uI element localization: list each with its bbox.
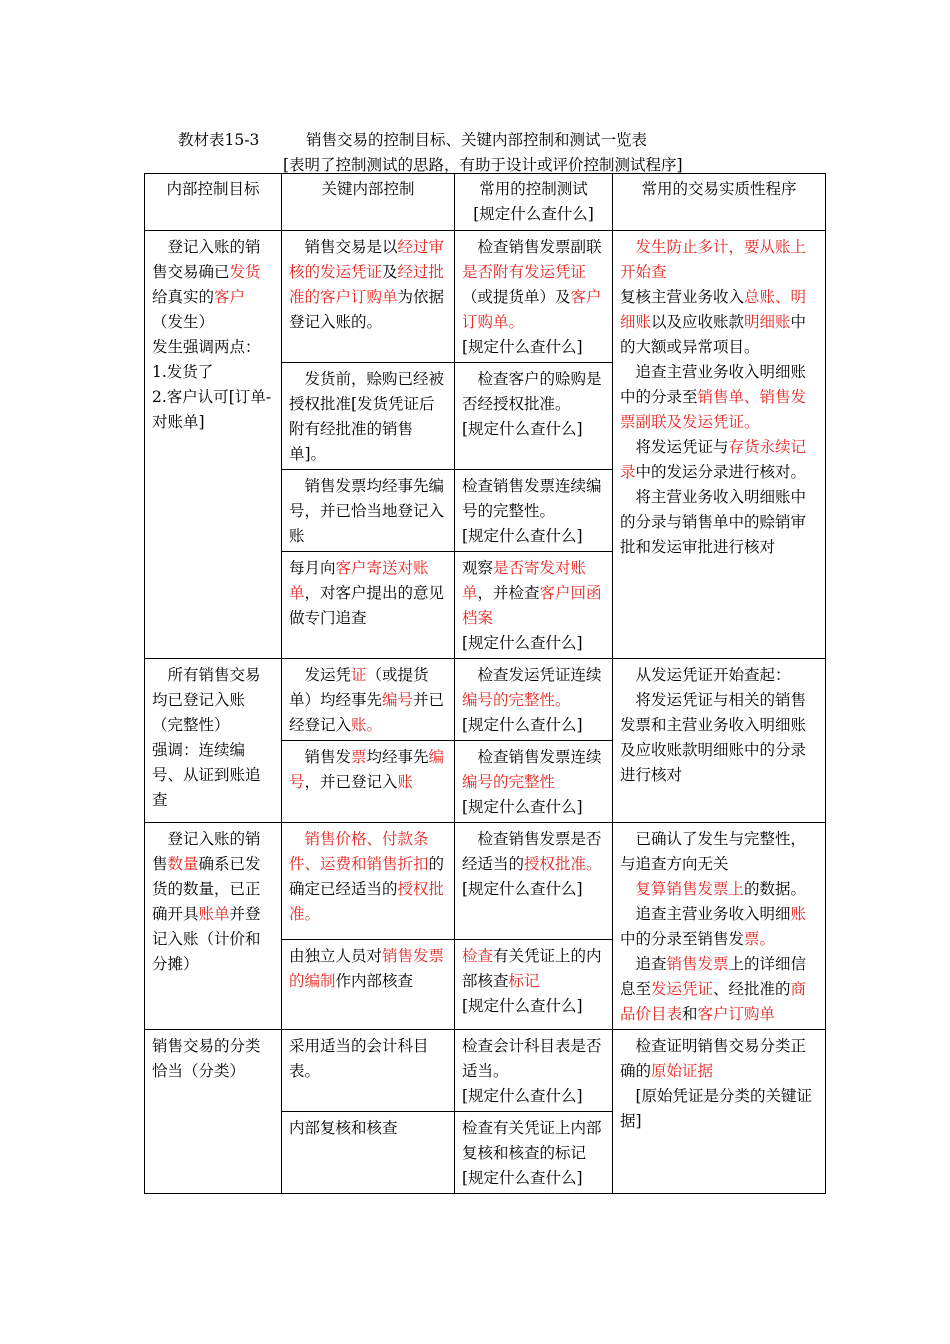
rule-note: [规定什么查什么] [462, 634, 583, 652]
table-title-text: 销售交易的控制目标、关键内部控制和测试一览表 [306, 131, 648, 149]
control-test-cell: 检查有关凭证上的内部核查标记 [规定什么查什么] [455, 940, 613, 1030]
table-row [145, 231, 826, 363]
table-title [178, 128, 647, 150]
objective-cell: 销售交易的分类恰当（分类） [145, 1030, 282, 1194]
objective-point: 2.客户认可[订单-对账单] [152, 388, 272, 431]
table-row [145, 1030, 826, 1112]
table-number: 教材表15-3 [178, 131, 260, 149]
key-control-cell: 销售交易是以经过审核的发运凭证及经过批准的客户订购单为依据登记入账的。 [282, 231, 455, 363]
key-control-cell: 销售价格、付款条件、运费和销售折扣的确定已经适当的授权批准。 [282, 823, 455, 940]
rule-note: [规定什么查什么] [462, 716, 583, 734]
header-key-control: 关键内部控制 [282, 174, 455, 231]
control-test-cell: 检查发运凭证连续编号的完整性。 [规定什么查什么] [455, 659, 613, 741]
table-row [145, 823, 826, 940]
header-substantive: 常用的交易实质性程序 [613, 174, 826, 231]
substantive-cell: 检查证明销售交易分类正确的原始证据 [原始凭证是分类的关键证据] [613, 1030, 826, 1194]
rule-note: [规定什么查什么] [462, 1169, 583, 1187]
control-test-cell: 检查有关凭证上内部复核和核查的标记 [规定什么查什么] [455, 1112, 613, 1194]
objective-cell [145, 231, 282, 659]
rule-note: [规定什么查什么] [462, 880, 583, 898]
key-control-cell: 销售发票均经事先编号，并已恰当地登记入账 [282, 470, 455, 552]
objective-note: 发生强调两点： [152, 338, 261, 356]
header-objective: 内部控制目标 [145, 174, 282, 231]
rule-note: [规定什么查什么] [462, 338, 583, 356]
control-test-cell: 检查客户的赊购是否经授权批准。 [规定什么查什么] [455, 363, 613, 470]
control-test-cell: 检查销售发票连续编号的完整性。 [规定什么查什么] [455, 470, 613, 552]
rule-note: [规定什么查什么] [462, 997, 583, 1016]
rule-note: [规定什么查什么] [473, 205, 594, 223]
rule-note: [规定什么查什么] [462, 1087, 583, 1105]
objective-text: 登记入账的销售交易确已发货给真实的客户（发生） [152, 238, 261, 331]
key-control-cell: 发运凭证（或提货单）均经事先编号并已经登记入账。 [282, 659, 455, 741]
control-test-cell: 检查会计科目表是否适当。 [规定什么查什么] [455, 1030, 613, 1112]
table-row [145, 659, 826, 741]
table-subtitle: [表明了控制测试的思路，有助于设计或评价控制测试程序] [283, 156, 683, 174]
control-test-cell: 观察是否寄发对账单，并检查客户回函档案 [规定什么查什么] [455, 552, 613, 659]
key-control-cell: 发货前，赊购已经被授权批准[发货凭证后附有经批准的销售单]。 [282, 363, 455, 470]
key-control-cell: 内部复核和核查 [282, 1112, 455, 1194]
substantive-cell: 发生防止多计，要从账上开始查 复核主营业务收入总账、明细账以及应收账款明细账中的大额或异常项目。 追查主营业务收入明细账中的分录至销售单、销售发票副联及发运凭证。 将发运凭证与存货永续记录中的发运分录进行核对。 将主营业务收入明细账中的分录与销售单中的赊销审批和发运审批进行核对 [613, 231, 826, 659]
key-control-cell: 销售发票均经事先编号，并已登记入账 [282, 741, 455, 823]
header-row [145, 174, 826, 231]
objective-cell: 登记入账的销售数量确系已发货的数量，已正确开具账单并登记入账（计价和分摊） [145, 823, 282, 1030]
substantive-cell: 已确认了发生与完整性，与追查方向无关 复算销售发票上的数据。 追查主营业务收入明细账中的分录至销售发票。 追查销售发票上的详细信息至发运凭证、经批准的商品价目表和客户订购单 [613, 823, 826, 1030]
header-control-test [455, 174, 613, 231]
substantive-cell: 从发运凭证开始查起： 将发运凭证与相关的销售发票和主营业务收入明细账及应收账款明细账中的分录进行核对 [613, 659, 826, 823]
control-table [144, 173, 826, 1194]
control-test-cell: 检查销售发票是否经适当的授权批准。 [规定什么查什么] [455, 823, 613, 940]
control-test-cell: 检查销售发票连续编号的完整性 [规定什么查什么] [455, 741, 613, 823]
key-control-cell: 采用适当的会计科目表。 [282, 1030, 455, 1112]
rule-note: [规定什么查什么] [462, 420, 583, 438]
header-control-test-label: 常用的控制测试 [479, 180, 588, 198]
objective-cell: 所有销售交易均已登记入账（完整性） 强调：连续编号、从证到账追查 [145, 659, 282, 823]
rule-note: [规定什么查什么] [462, 798, 583, 816]
rule-note: [规定什么查什么] [462, 527, 583, 545]
key-control-cell: 由独立人员对销售发票的编制作内部核查 [282, 940, 455, 1030]
control-test-cell: 检查销售发票副联是否附有发运凭证（或提货单）及客户订购单。 [规定什么查什么] [455, 231, 613, 363]
key-control-cell: 每月向客户寄送对账单，对客户提出的意见做专门追查 [282, 552, 455, 659]
objective-point: 1.发货了 [152, 363, 214, 381]
